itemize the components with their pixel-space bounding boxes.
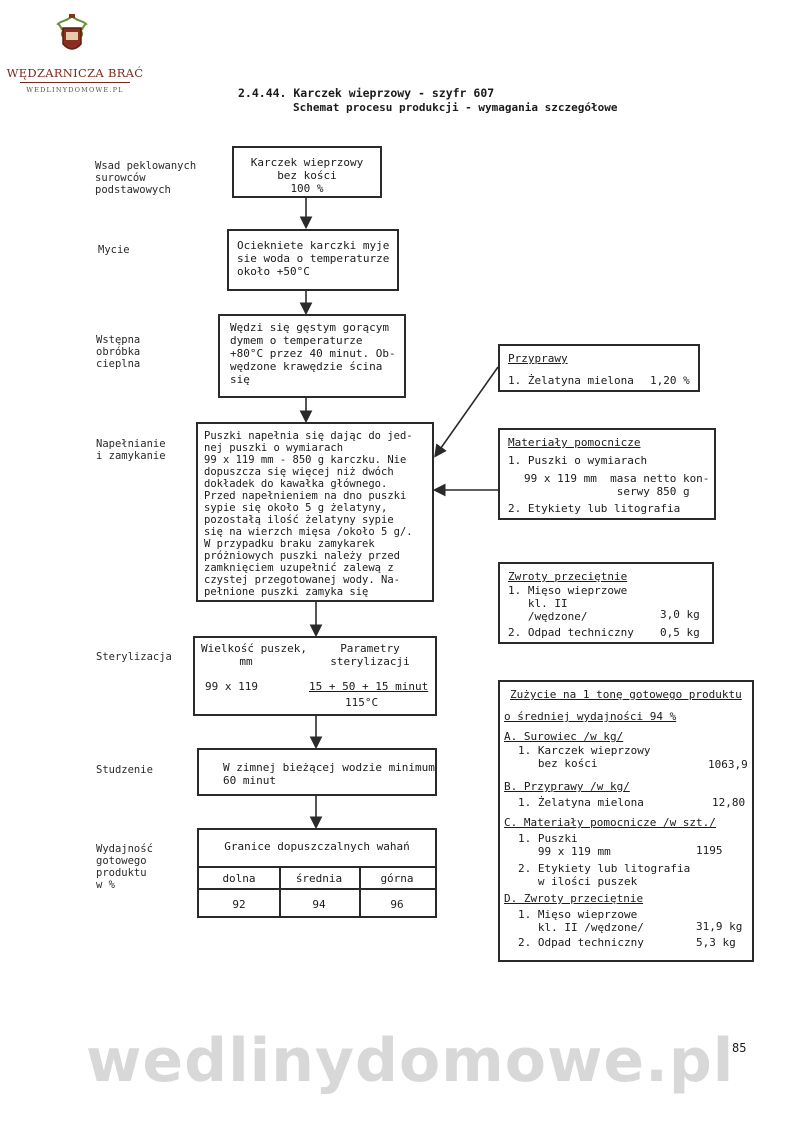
- step-box-sterilization: Wielkość puszek, mm Parametry sterylizacji 99 x 119 15 + 50 + 15 minut 115°C: [193, 636, 437, 716]
- consumption-box: Zużycie na 1 tonę gotowego produktu o średniej wydajności 94 % A. Surowiec /w kg/ 1. Karczek wieprzowy bez kości 1063,9 B. Przyprawy /w kg/ 1. Żelatyna mielona 12,80 C. Materiały pomocnicze /w szt./ 1. Puszki 99 x 119 mm 1195 2. Etykiety lub litografia w ilości puszek D. Zwroty przeciętnie 1. Mięso wieprzowe kl. II /wędzone/ 31,9 kg 2. Odpad techniczny 5,3 kg: [498, 680, 754, 962]
- step-label-cooling: Studzenie: [96, 764, 153, 776]
- losses-box: Zwroty przeciętnie 1. Mięso wieprzowe kl. II /wędzone/ 3,0 kg 2. Odpad techniczny 0,5 kg: [498, 562, 714, 644]
- step-label-input: Wsad peklowanych surowców podstawowych: [95, 160, 197, 196]
- step-label-washing: Mycie: [98, 244, 130, 256]
- logo-name: WĘDZARNICZA BRAĆ: [6, 66, 144, 80]
- yield-val-low: 92: [232, 898, 246, 911]
- step-box-preheat: Wędzi się gęstym gorącym dymem o temperaturze +80°C przez 40 minut. Ob- wędzone krawędzie ścina się: [218, 314, 406, 398]
- yield-col-high: górna: [380, 872, 414, 885]
- step-label-yield: Wydajność gotowego produktu w %: [96, 843, 153, 891]
- watermark: wedlinydomowe.pl: [86, 1026, 735, 1096]
- spices-box: Przyprawy 1. Żelatyna mielona 1,20 %: [498, 344, 700, 392]
- yield-col-low: dolna: [222, 872, 256, 885]
- yield-col-avg: średnia: [295, 872, 343, 885]
- step-box-cooling: W zimnej bieżącej wodzie minimum 60 minut: [197, 748, 437, 796]
- step-box-filling: Puszki napełnia się dając do jed- nej puszki o wymiarach 99 x 119 mm - 850 g karczku. Nie dopuszcza się więcej niż dwóch dokładek do kawałka głównego. Przed napełnieniem na dno puszki sypie się około 5 g żelatyny, pozostałą ilość żelatyny sypie się na wierzch mięsa /około 5 g/. W przypadku braku zamykarek próżniowych puszki należy przed zamknięciem uzupełnić zalewą z czystej przegotowanej wody. Na- pełnione puszki zamyka się: [196, 422, 434, 602]
- step-box-input: Karczek wieprzowy bez kości 100 %: [232, 146, 382, 198]
- arrow-spices: [436, 367, 498, 455]
- step-label-preheat: Wstępna obróbka cieplna: [96, 334, 141, 370]
- doc-title: 2.4.44. Karczek wieprzowy - szyfr 607: [238, 86, 495, 100]
- aux-materials-box: Materiały pomocnicze 1. Puszki o wymiarach 99 x 119 mm masa netto kon- serwy 850 g 2. Etykiety lub litografia: [498, 428, 716, 520]
- yield-val-avg: 94: [312, 898, 326, 911]
- yield-val-high: 96: [390, 898, 404, 911]
- page-number: 85: [732, 1041, 747, 1055]
- step-label-sterilization: Sterylizacja: [96, 651, 172, 663]
- doc-subtitle: Schemat procesu produkcji - wymagania szczegółowe: [293, 101, 618, 114]
- step-box-washing: Ociekniete karczki myje sie woda o temperaturze około +50°C: [227, 229, 399, 291]
- yield-table-head: Granice dopuszczalnych wahań: [224, 840, 410, 853]
- logo-url: WEDLINYDOMOWE.PL: [26, 86, 124, 94]
- yield-table: [197, 828, 437, 918]
- step-label-filling: Napełnianie i zamykanie: [96, 438, 166, 462]
